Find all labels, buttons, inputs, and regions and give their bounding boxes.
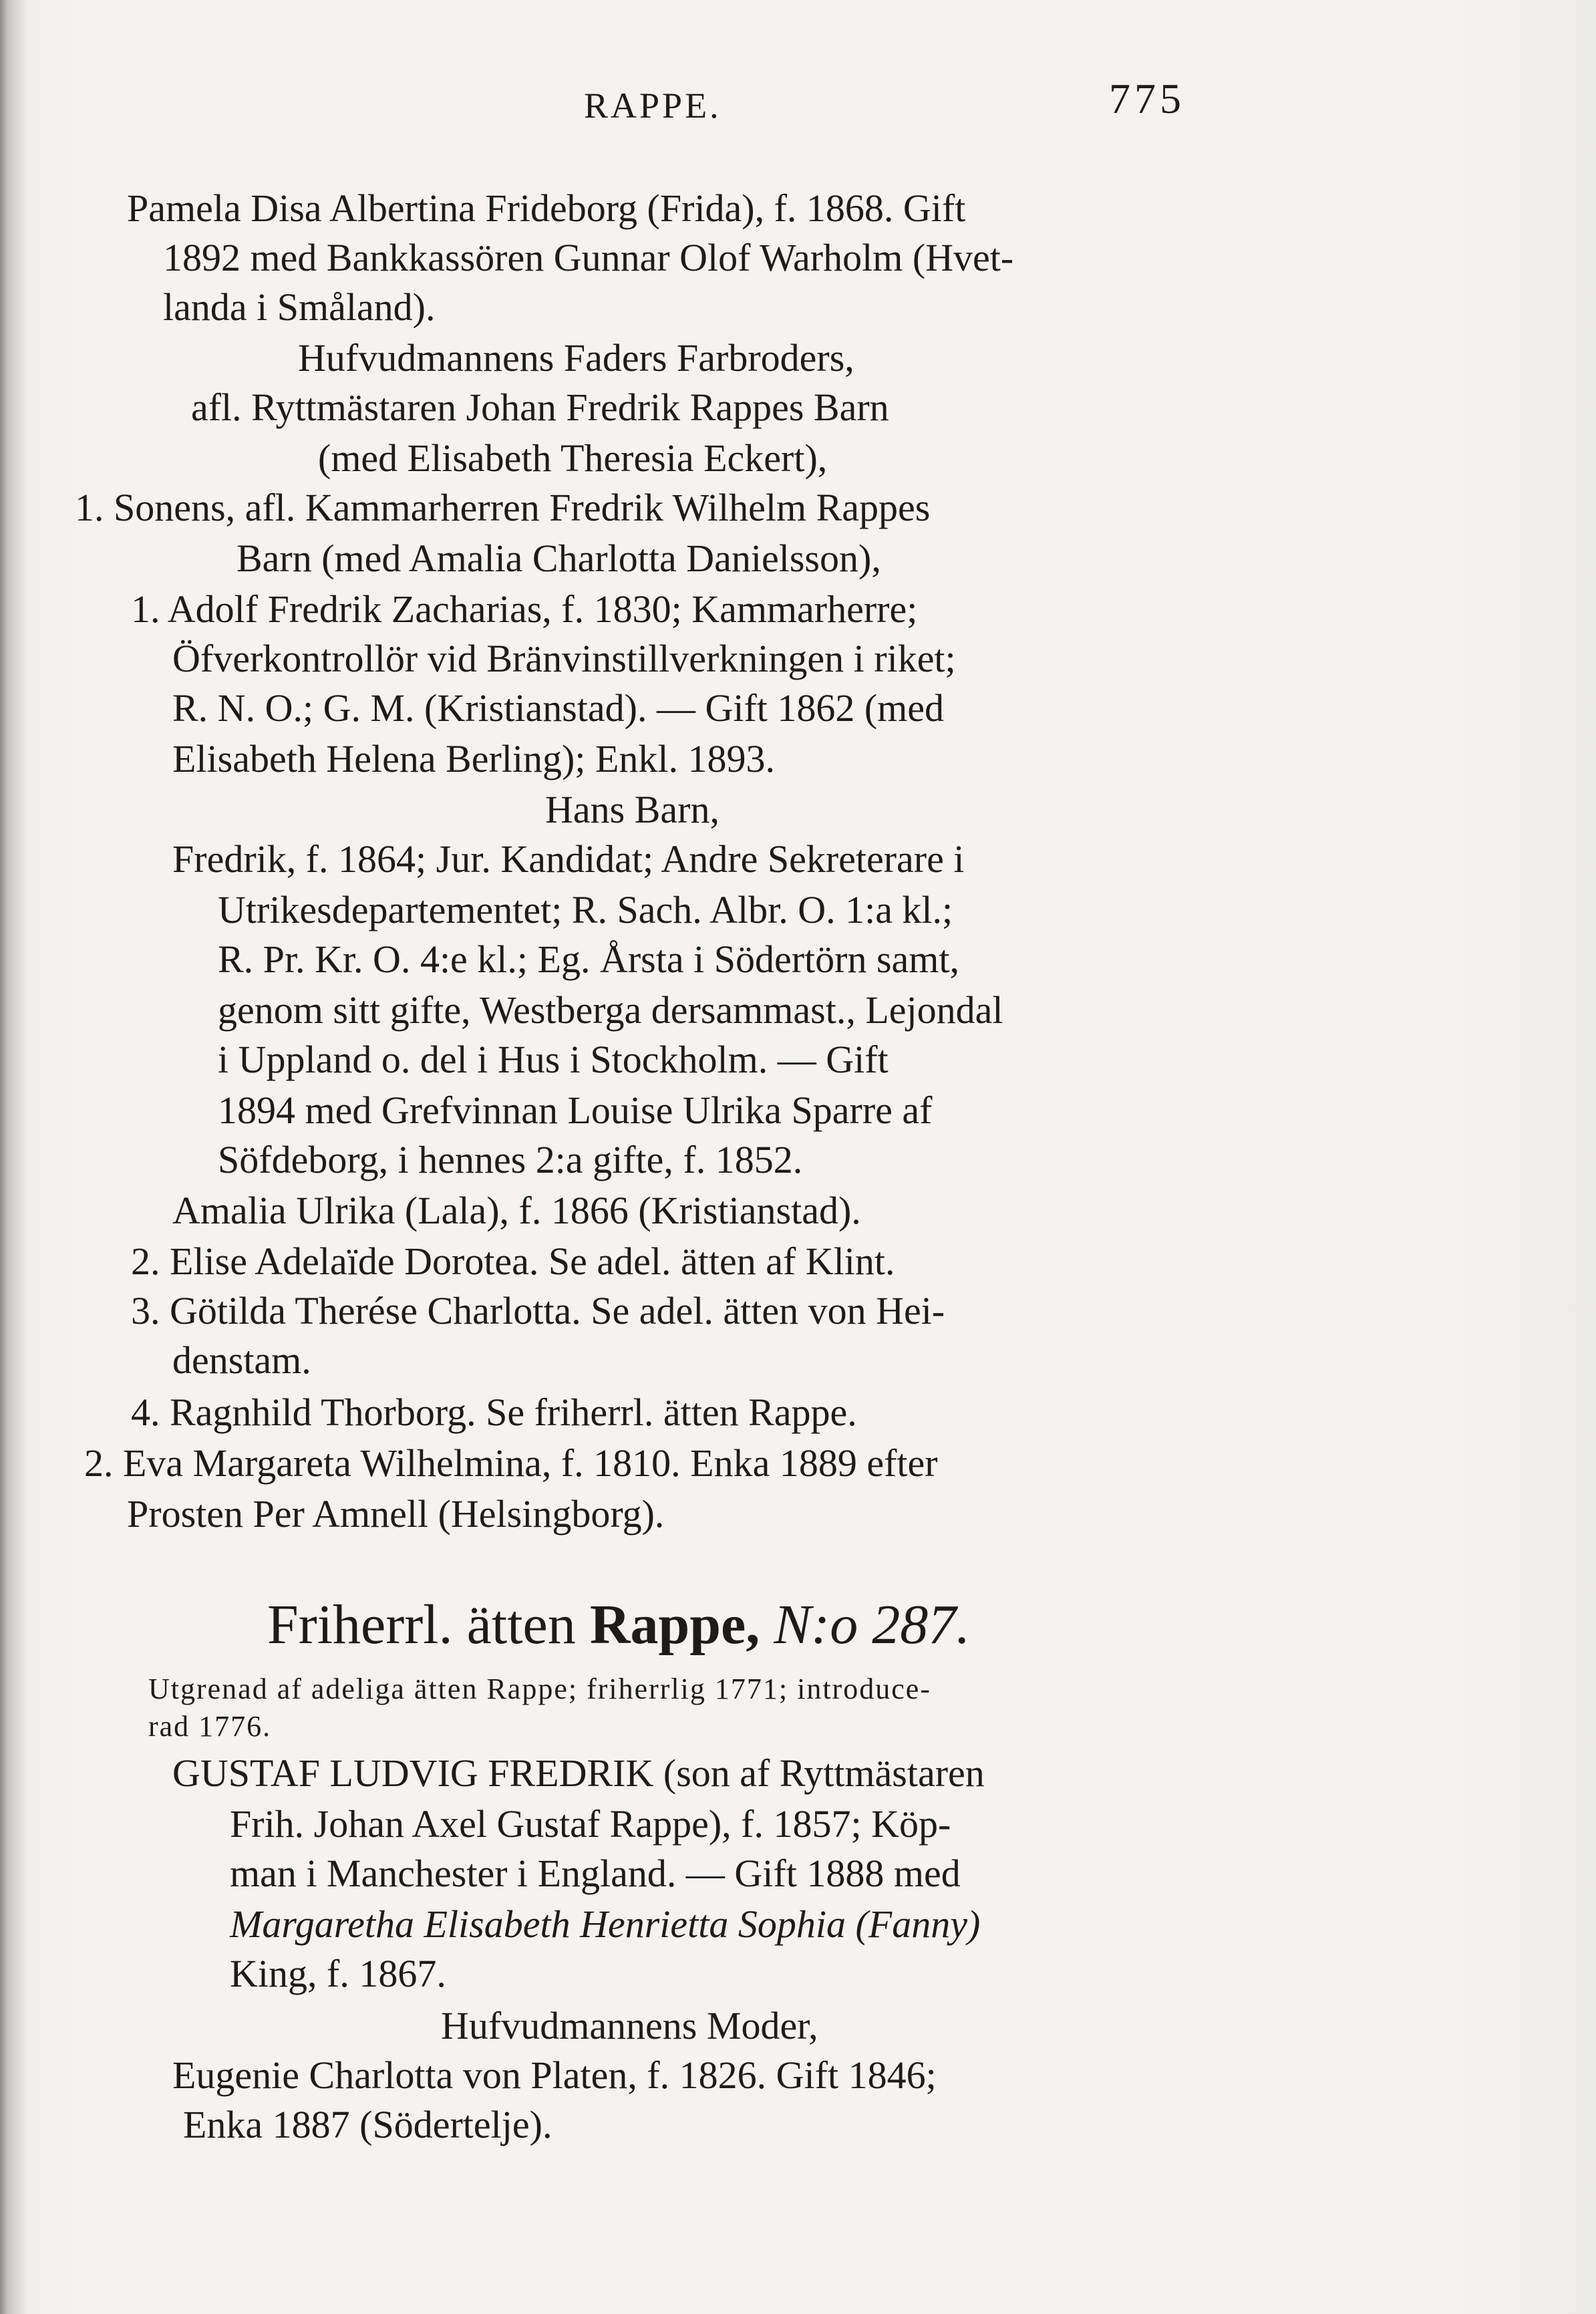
text-line-ragnhild: 4. Ragnhild Thorborg. Se friherrl. ätten Rappe. [131,1391,857,1434]
text-line-utgrenad-2: rad 1776. [148,1710,272,1743]
text-line-gustaf-5: King, f. 1867. [230,1952,446,1995]
text-line-fredrik-3: R. Pr. Kr. O. 4:e kl.; Eg. Årsta i Södertörn samt, [218,937,959,981]
text-line-frida-2: 1892 med Bankkassören Gunnar Olof Warholm (Hvet- [163,236,1014,279]
text-line-eva-2: Prosten Per Amnell (Helsingborg). [127,1492,665,1536]
text-line-gustaf-2: Frih. Johan Axel Gustaf Rappe), f. 1857; Köp- [230,1802,951,1846]
text-line-fredrik-5: i Uppland o. del i Hus i Stockholm. — Gift [218,1038,889,1081]
running-header-title: RAPPE. [584,86,722,126]
heading-med-elisabeth: (med Elisabeth Theresia Eckert), [318,436,828,480]
text-line-gotilda-2: denstam. [172,1338,311,1382]
section-title [267,1592,970,1658]
text-line-fredrik-6: 1894 med Grefvinnan Louise Ulrika Sparre af [218,1089,933,1132]
heading-moder: Hufvudmannens Moder, [441,2004,818,2047]
text-line-fredrik-2: Utrikesdepartementet; R. Sach. Albr. O. 1:a kl.; [218,888,953,931]
text-line-gustaf-4: Margaretha Elisabeth Henrietta Sophia (Fanny) [230,1902,981,1946]
text-line-eugenie-2: Enka 1887 (Södertelje). [183,2103,552,2146]
text-line-fredrik-4: genom sitt gifte, Westberga dersammast., Lejondal [218,988,1003,1032]
text-line-gustaf-3: man i Manchester i England. — Gift 1888 med [230,1852,961,1895]
page-number: 775 [1109,75,1185,122]
text-line-eugenie-1: Eugenie Charlotta von Platen, f. 1826. Gift 1846; [172,2053,937,2097]
text-line-eva-1: 2. Eva Margareta Wilhelmina, f. 1810. Enka 1889 efter [84,1441,938,1485]
text-line-fredrik-7: Söfdeborg, i hennes 2:a gifte, f. 1852. [218,1138,803,1181]
text-line-adolf-3: R. N. O.; G. M. (Kristianstad). — Gift 1862 (med [172,686,945,730]
section-title-prefix: Friherrl. ätten [267,1594,576,1656]
text-line-utgrenad-1: Utgrenad af adeliga ätten Rappe; friherrlig 1771; introduce- [148,1673,931,1705]
heading-faders-farbroders: Hufvudmannens Faders Farbroders, [298,336,854,380]
section-title-number: N:o 287. [774,1594,971,1656]
text-line-sonens-2: Barn (med Amalia Charlotta Danielsson), [236,537,881,580]
text-line-adolf-2: Öfverkontrollör vid Bränvinstillverkningen i riket; [172,637,956,680]
heading-ryttmastaren: afl. Ryttmästaren Johan Fredrik Rappes Barn [191,386,889,429]
text-line-gustaf-1: GUSTAF LUDVIG FREDRIK (son af Ryttmästaren [172,1751,985,1795]
text-line-adolf-4: Elisabeth Helena Berling); Enkl. 1893. [172,737,776,780]
text-line-frida-1: Pamela Disa Albertina Frideborg (Frida), f. 1868. Gift [127,186,966,230]
text-line-amalia: Amalia Ulrika (Lala), f. 1866 (Kristianstad). [172,1189,861,1232]
text-line-fredrik-1: Fredrik, f. 1864; Jur. Kandidat; Andre Sekreterare i [172,837,965,881]
text-line-sonens-1: 1. Sonens, afl. Kammarherren Fredrik Wilhelm Rappes [75,486,931,529]
text-line-frida-3: landa i Småland). [163,285,436,329]
text-line-adolf-1: 1. Adolf Fredrik Zacharias, f. 1830; Kammarherre; [131,587,918,631]
heading-hans-barn: Hans Barn, [545,788,720,831]
section-title-name: Rappe, [589,1594,760,1656]
text-line-elise: 2. Elise Adelaïde Dorotea. Se adel. ätten af Klint. [131,1240,895,1283]
text-line-gotilda-1: 3. Götilda Therése Charlotta. Se adel. ätten von Hei- [131,1289,945,1332]
